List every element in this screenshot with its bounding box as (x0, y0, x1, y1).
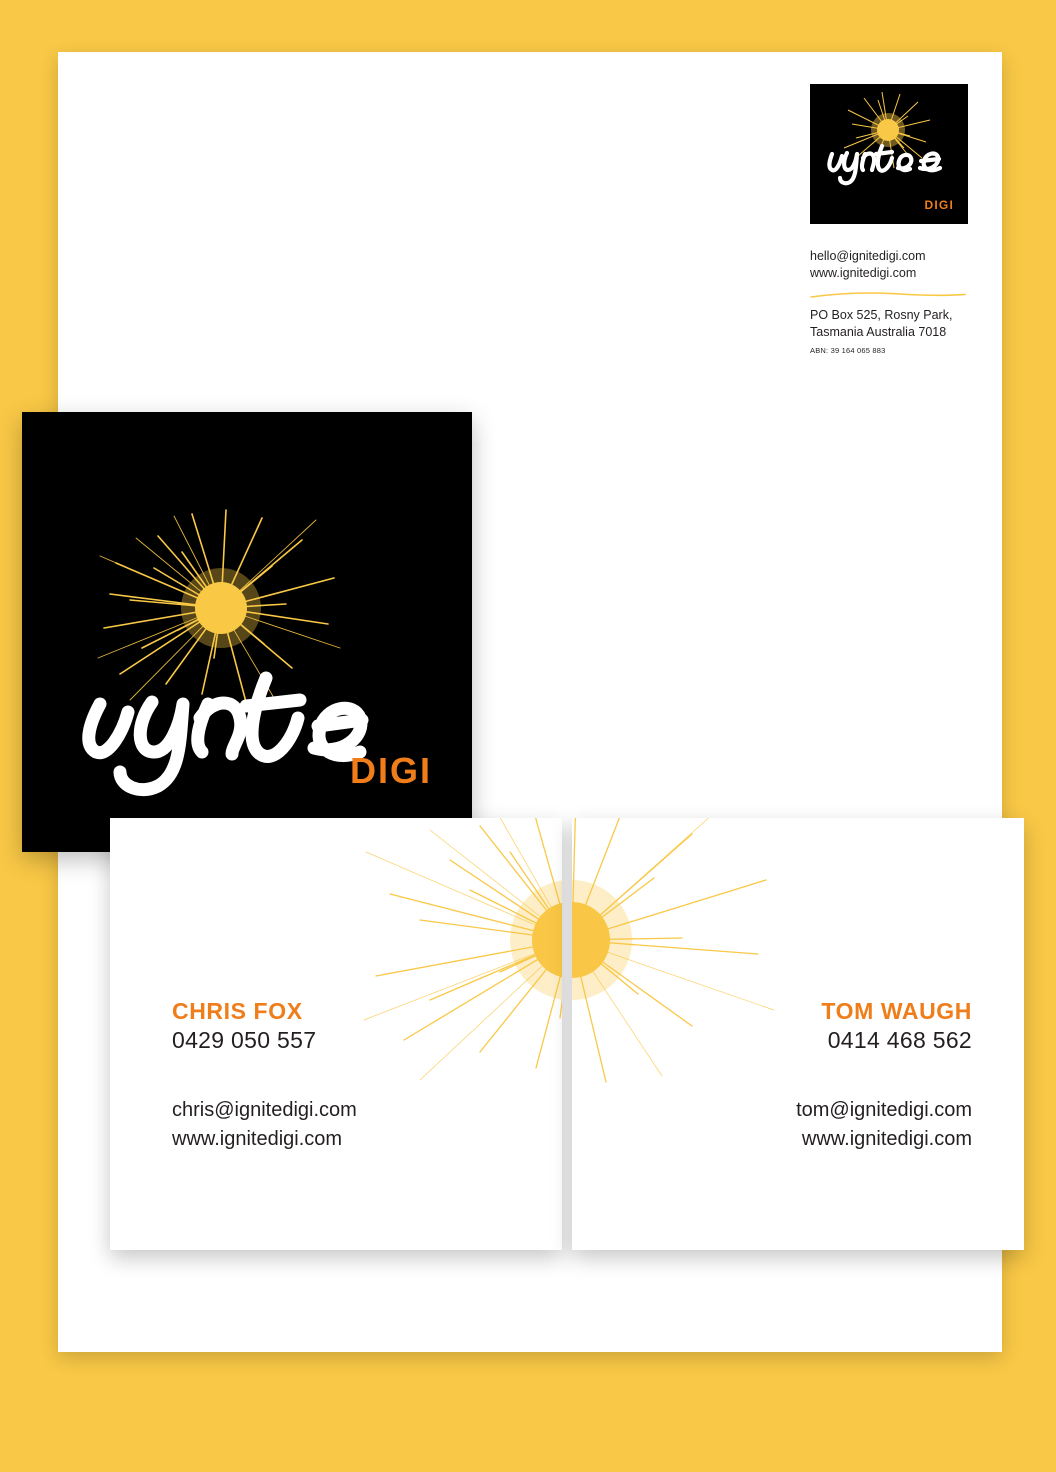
card-details-left (110, 997, 562, 1154)
business-card-tom-waugh (572, 818, 1024, 1250)
card-website[interactable]: www.ignitedigi.com (801, 1128, 972, 1150)
business-card-chris-fox (110, 818, 562, 1250)
card-links (172, 1096, 562, 1154)
card-phone: 0414 468 562 (827, 1027, 972, 1054)
contact-address-line-2: Tasmania Australia 7018 (810, 324, 947, 339)
divider-brush-rule (810, 291, 966, 299)
card-email[interactable]: tom@ignitedigi.com (796, 1099, 972, 1121)
contact-website[interactable]: www.ignitedigi.com (810, 265, 917, 280)
digi-sublabel: DIGI (924, 198, 954, 212)
contact-email[interactable]: hello@ignitedigi.com (810, 249, 926, 263)
card-details-right (572, 997, 1024, 1154)
card-website[interactable]: www.ignitedigi.com (172, 1128, 343, 1150)
contact-address-line-1: PO Box 525, Rosny Park, (810, 307, 953, 322)
card-links (572, 1096, 972, 1154)
contact-abn: ABN: 39 164 065 883 (810, 345, 886, 355)
card-name: TOM WAUGH (821, 998, 972, 1025)
letterhead-logo-block (810, 84, 968, 224)
ignite-wordmark (820, 128, 958, 190)
card-phone: 0429 050 557 (172, 1027, 317, 1054)
card-name: CHRIS FOX (172, 998, 303, 1025)
logo-card (22, 412, 472, 852)
letterhead-contact-block (810, 248, 1010, 356)
card-email[interactable]: chris@ignitedigi.com (172, 1099, 357, 1121)
digi-sublabel-large: DIGI (350, 750, 433, 791)
